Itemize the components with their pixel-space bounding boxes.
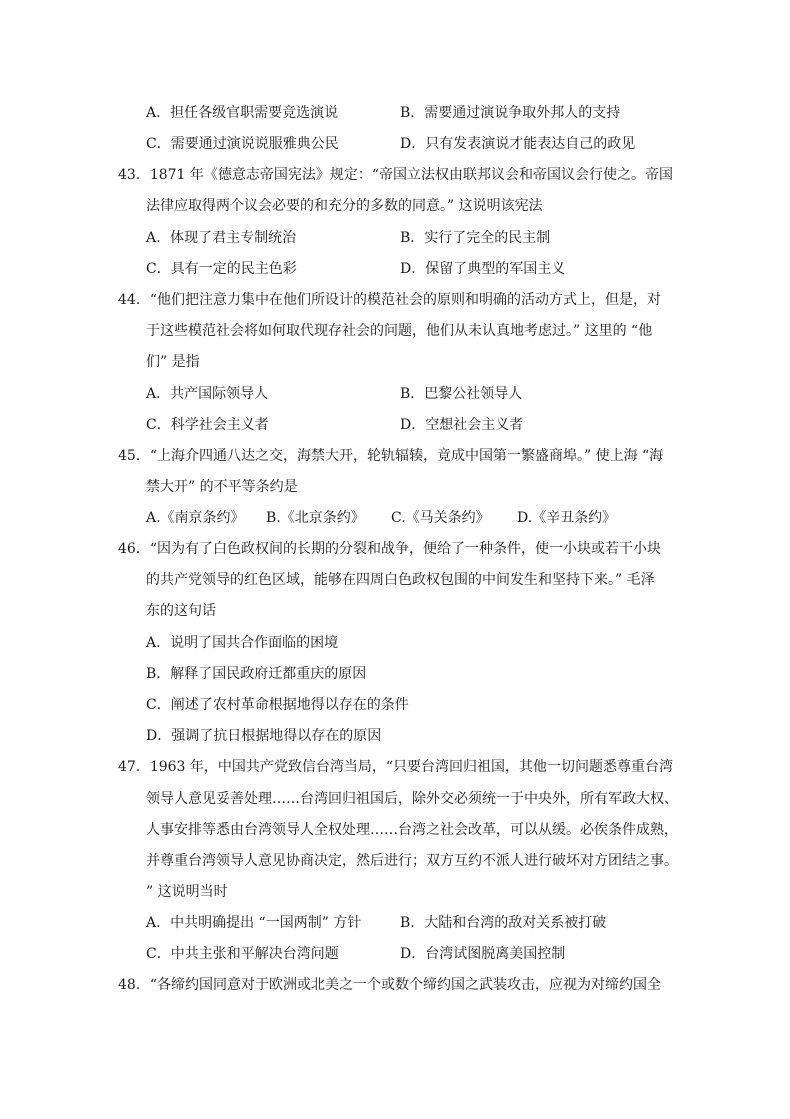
q47-stem-line-1: 47．1963 年，中国共产党致信台湾当局，“只要台湾回归祖国，其他一切问题悉尊重台湾 (118, 759, 674, 775)
q43-stem-line-2: 法律应取得两个议会必要的和充分的多数的同意。” 这说明该宪法 (146, 198, 543, 214)
q42-option-d: D．只有发表演说才能表达自己的政见 (400, 136, 636, 152)
q42-option-b: B．需要通过演说争取外邦人的支持 (400, 105, 621, 121)
q45-option-c: C.《马关条约》 (391, 510, 490, 526)
q47-stem-line-5: ” 这说明当时 (146, 884, 228, 900)
q43-stem-line-1: 43．1871 年《德意志帝国宪法》规定：“帝国立法权由联邦议会和帝国议会行使之。帝国 (118, 167, 674, 183)
q48-stem-line-1: 48．“各缔约国同意对于欧洲或北美之一个或数个缔约国之武装攻击，应视为对缔约国全 (118, 977, 661, 993)
q47-stem-line-2: 领导人意见妥善处理……台湾回归祖国后，除外交必须统一于中央外，所有军政大权、 (146, 791, 678, 807)
q43-option-a: A．体现了君主专制统治 (146, 230, 297, 246)
q47-option-a: A．中共明确提出 “一国两制” 方针 (146, 915, 362, 931)
q47-stem-line-4: 并尊重台湾领导人意见协商决定，然后进行；双方互约不派人进行破坏对方团结之事。 (146, 853, 678, 869)
q44-option-b: B．巴黎公社领导人 (400, 386, 523, 402)
q44-stem-line-3: 们” 是指 (146, 354, 200, 370)
q42-option-c: C．需要通过演说说服雅典公民 (146, 136, 339, 152)
q44-option-c: C．科学社会主义者 (146, 417, 269, 433)
q43-option-d: D．保留了典型的军国主义 (400, 261, 566, 277)
q46-option-c: C．阐述了农村革命根据地得以存在的条件 (146, 697, 409, 713)
q45-option-b: B.《北京条约》 (266, 510, 365, 526)
q46-stem-line-1: 46．“因为有了白色政权间的长期的分裂和战争，便给了一种条件，使一小块或若干小块 (118, 541, 661, 557)
q46-option-b: B．解释了国民政府迁都重庆的原因 (146, 666, 367, 682)
q45-option-d: D.《辛丑条约》 (517, 510, 617, 526)
q45-stem-line-1: 45．“上海介四通八达之交，海禁大开，轮轨辐辏，竟成中国第一繁盛商埠。” 使上海 “海 (118, 448, 664, 464)
q47-stem-line-3: 人事安排等悉由台湾领导人全权处理……台湾之社会改革，可以从缓。必俟条件成熟， (146, 822, 678, 838)
q43-option-c: C．具有一定的民主色彩 (146, 261, 297, 277)
q44-option-a: A．共产国际领导人 (146, 386, 269, 402)
q46-stem-line-2: 的共产党领导的红色区域，能够在四周白色政权包围的中间发生和坚持下来。” 毛泽 (146, 572, 655, 588)
q42-option-a: A．担任各级官职需要竞选演说 (146, 105, 339, 121)
q47-option-b: B．大陆和台湾的敌对关系被打破 (400, 915, 607, 931)
q44-stem-line-1: 44．“他们把注意力集中在他们所设计的模范社会的原则和明确的活动方式上，但是，对 (118, 292, 661, 308)
q44-stem-line-2: 于这些模范社会将如何取代现存社会的问题，他们从未认真地考虑过。” 这里的 “他 (146, 323, 653, 339)
q45-stem-line-2: 禁大开” 的不平等条约是 (146, 479, 298, 495)
q47-option-d: D．台湾试图脱离美国控制 (400, 946, 566, 962)
q45-option-a: A.《南京条约》 (146, 510, 245, 526)
q44-option-d: D．空想社会主义者 (400, 417, 524, 433)
q46-option-a: A．说明了国共合作面临的困境 (146, 635, 339, 651)
q43-option-b: B．实行了完全的民主制 (400, 230, 551, 246)
q47-option-c: C．中共主张和平解决台湾问题 (146, 946, 339, 962)
q46-option-d: D．强调了抗日根据地得以存在的原因 (146, 728, 382, 744)
q46-stem-line-3: 东的这句话 (146, 603, 216, 619)
